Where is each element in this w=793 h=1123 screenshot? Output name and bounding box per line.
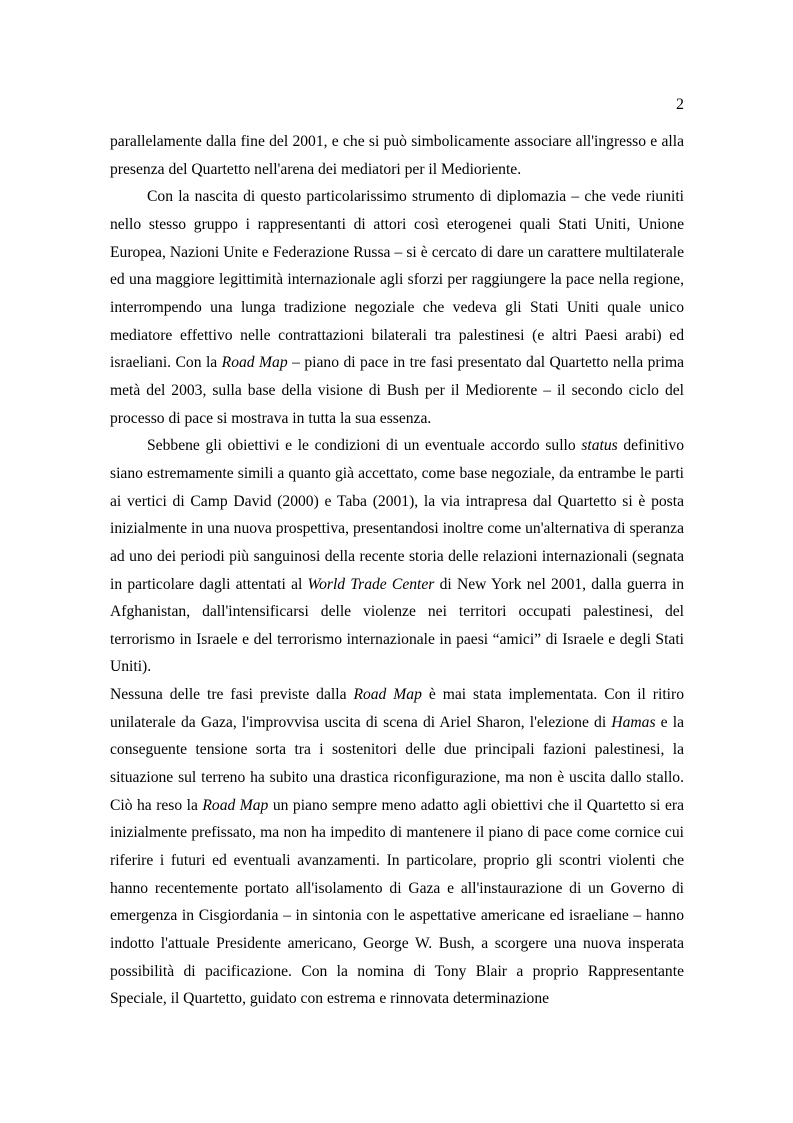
italic-term-road-map: Road Map [202,796,269,814]
text-run: parallelamente dalla fine del 2001, e che si può simbolicamente associare all'ingresso e alla presenza del Quartetto nell'arena dei mediatori per il Medioriente. [110,133,684,178]
document-body [110,128,684,1013]
text-run: di New York nel 2001, dalla guerra in Afghanistan, dall'intensificarsi delle violenze nei territori occupati palestinesi, del terrorismo in Israele e del terrorismo internazionale in paesi “amici” di Israele e degli Stati Uniti). [110,575,684,676]
italic-term-road-map: Road Map [221,354,288,372]
text-run: è mai stata implementata. Con il ritiro unilaterale da Gaza, l'improvvisa uscita di scena di Ariel Sharon, l'elezione di [110,686,684,731]
paragraph-final-status [110,432,684,681]
text-run: un piano sempre meno adatto agli obiettivi che il Quartetto si era inizialmente prefissato, ma non ha impedito di mantenere il piano di pace come cornice cui riferire i futuri ed eventuali avanzamenti. In particolare, proprio gli scontri violenti che hanno recentemente portato all'isolamento di Gaza e all'instaurazione di un Governo di emergenza in Cisgiordania – in sintonia con le aspettative americane ed israeliane – hanno indotto l'attuale Presidente americano, George W. Bush, a scorgere una nuova insperata possibilità di pacificazione. Con la nomina di Tony Blair a proprio Rappresentante Speciale, il Quartetto, guidato con estrema e rinnovata determinazione [110,796,685,1008]
text-run: – piano di pace in tre fasi presentato dal Quartetto nella prima metà del 2003, sulla base della visione di Bush per il Mediorente – il secondo ciclo del processo di pace si mostrava in tutta la sua essenza. [110,354,685,427]
text-run: e la conseguente tensione sorta tra i sostenitori delle due principali fazioni palestinesi, la situazione sul terreno ha subito una drastica riconfigurazione, ma non è uscita dallo stallo. Ciò ha reso la [110,713,684,814]
paragraph-implementation [110,681,684,1013]
paragraph-quartet-birth [110,183,684,432]
paragraph-continuation [110,128,684,183]
italic-term-status: status [581,437,618,455]
page-number: 2 [676,96,684,113]
italic-term-world-trade-center: World Trade Center [307,575,435,593]
text-run: Con la nascita di questo particolarissimo strumento di diplomazia – che vede riuniti nello stesso gruppo i rappresentanti di attori così eterogenei quali Stati Uniti, Unione Europea, Nazioni Unite e Federazione Russa – si è cercato di dare un carattere multilaterale ed una maggiore legittimità internazionale agli sforzi per raggiungere la pace nella regione, interrompendo una lunga tradizione negoziale che vedeva gli Stati Uniti quale unico mediatore effettivo nelle contrattazioni bilaterali tra palestinesi (e altri Paesi arabi) ed israeliani. Con la [110,188,684,372]
text-run: definitivo siano estremamente simili a quanto già accettato, come base negoziale, da entrambe le parti ai vertici di Camp David (2000) e Taba (2001), la via intrapresa dal Quartetto si è posta inizialmente in una nuova prospettiva, presentandosi inoltre come un'alternativa di speranza ad uno dei periodi più sanguinosi della recente storia delle relazioni internazionali (segnata in particolare dagli attentati al [110,437,684,593]
italic-term-hamas: Hamas [611,713,656,731]
text-run: Nessuna delle tre fasi previste dalla [110,686,354,704]
italic-term-road-map: Road Map [353,686,422,704]
text-run: Sebbene gli obiettivi e le condizioni di un eventuale accordo sullo [147,437,582,455]
